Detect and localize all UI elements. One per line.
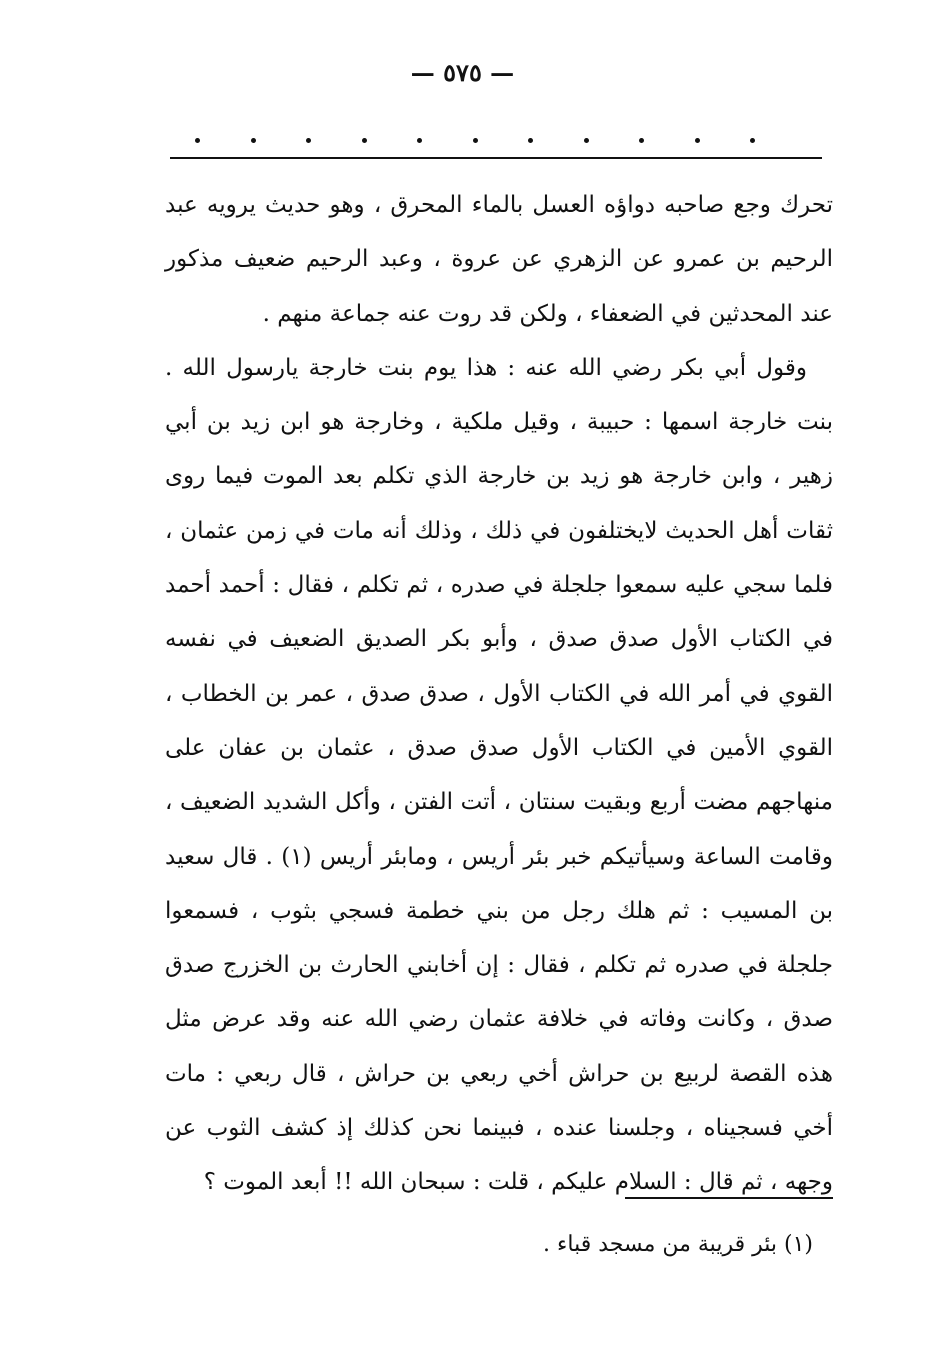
ornament-dot	[251, 138, 256, 143]
paragraph-main: وقول أبي بكر رضي الله عنه : هذا يوم بنت خارجة يارسول الله . بنت خارجة اسمها : حبيبة ، وقيل ملكية ، وخارجة هو ابن زيد بن أبي زهير ، وابن خارجة هو زيد بن خارجة الذي تكلم بعد الموت فيما روى ثقات أهل الحديث لايختلفون في ذلك ، وذلك أنه مات في زمن عثمان ، فلما سجي عليه سمعوا جلجلة في صدره ، ثم تكلم ، فقال : أحمد أحمد في الكتاب الأول صدق صدق ، وأبو بكر الصديق الضعيف في نفسه القوي في أمر الله في الكتاب الأول ، صدق صدق ، عمر بن الخطاب ، القوي الأمين في الكتاب الأول صدق صدق ، عثمان بن عفان على منهاجهم مضت أربع وبقيت سنتان ، أتت الفتن ، وأكل الشديد الضعيف ، وقامت الساعة وسيأتيكم خبر بئر أريس ، ومابئر أريس (١) . قال سعيد بن المسيب : ثم هلك رجل من بني خطمة فسجي بثوب ، فسمعوا جلجلة في صدره ثم تكلم ، فقال : إن أخابني الحارث بن الخزرج صدق صدق ، وكانت وفاته في خلافة عثمان رضي الله عنه وقد عرض مثل هذه القصة لربيع بن حراش أخي ربعي بن حراش ، قال ربعي : مات أخي فسجيناه ، وجلسنا عنده ، فبينما نحن كذلك إذ كشف الثوب عن وجهه ، ثم قال : السلام عليكم ، قلت : سبحان الله !! أبعد الموت ؟	[165, 354, 834, 1196]
ornament-dot	[417, 138, 422, 143]
ornament-dot	[528, 138, 533, 143]
ornament-dot	[362, 138, 367, 143]
ornament-dot	[639, 138, 644, 143]
paragraph-continuation: تحرك وجع صاحبه دواؤه العسل بالماء المحرق ، وهو حديث يرويه عبد الرحيم بن عمرو عن الزهري عن عروة ، وعبد الرحيم ضعيف مذكور عند المحدثين في الضعفاء ، ولكن قد روت عنه جماعة منهم .	[165, 192, 833, 327]
page-number: — ٥٧٥ —	[410, 58, 515, 87]
footnote-rule	[625, 1197, 833, 1199]
header-rule	[170, 157, 822, 159]
ornament-dot	[195, 138, 200, 143]
ornament-dot	[584, 138, 589, 143]
body-text	[165, 178, 833, 1210]
ornament-dot	[750, 138, 755, 143]
ornament-dot	[473, 138, 478, 143]
ornament-dot	[695, 138, 700, 143]
ornament-dots	[195, 138, 755, 143]
footnote: (١) بئر قريبة من مسجد قباء .	[543, 1232, 813, 1257]
ornament-dot	[306, 138, 311, 143]
